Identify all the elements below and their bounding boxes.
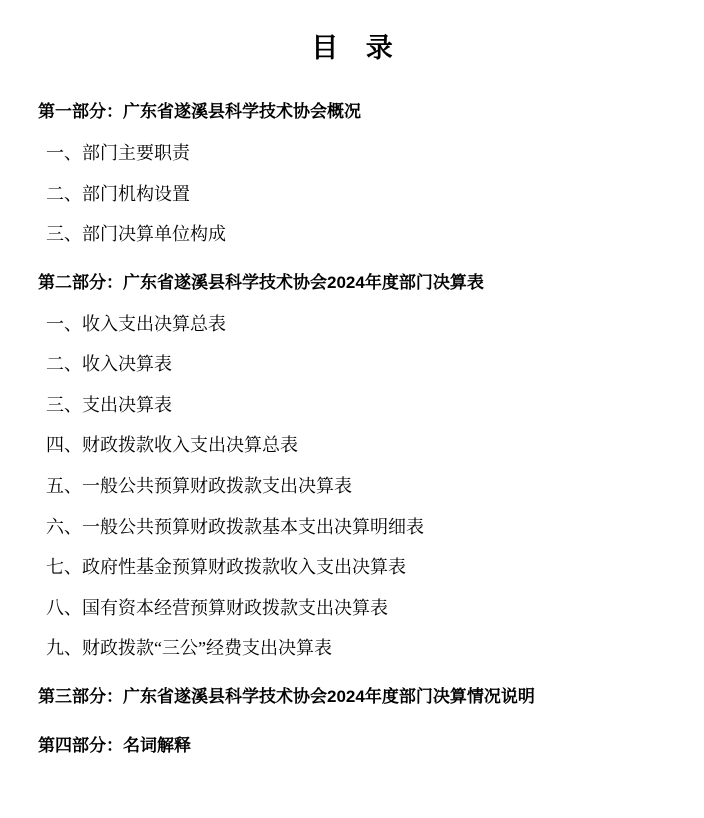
- toc-part-4[interactable]: 第四部分：名词解释: [38, 735, 191, 755]
- table-of-contents: [0, 101, 704, 758]
- toc-item-1-3[interactable]: 三、部门决算单位构成: [46, 224, 226, 245]
- toc-part-3[interactable]: 第三部分：广东省遂溪县科学技术协会2024年度部门决算情况说明: [38, 687, 535, 706]
- toc-item-2-6[interactable]: 六、一般公共预算财政拨款基本支出决算明细表: [46, 516, 424, 537]
- toc-item-2-8[interactable]: 八、国有资本经营预算财政拨款支出决算表: [46, 597, 388, 618]
- toc-item-2-2[interactable]: 二、收入决算表: [46, 354, 172, 375]
- toc-item-2-3[interactable]: 三、支出决算表: [46, 394, 172, 415]
- toc-item-2-4[interactable]: 四、财政拨款收入支出决算总表: [46, 435, 298, 456]
- toc-item-2-9[interactable]: 九、财政拨款“三公”经费支出决算表: [46, 638, 332, 659]
- toc-item-2-1[interactable]: 一、收入支出决算总表: [46, 313, 226, 334]
- toc-item-2-5[interactable]: 五、一般公共预算财政拨款支出决算表: [46, 476, 352, 497]
- page-title: 目 录: [311, 33, 403, 63]
- toc-part-2[interactable]: 第二部分：广东省遂溪县科学技术协会2024年度部门决算表: [38, 272, 484, 292]
- toc-item-1-1[interactable]: 一、部门主要职责: [46, 142, 190, 163]
- toc-item-2-7[interactable]: 七、政府性基金预算财政拨款收入支出决算表: [46, 557, 406, 578]
- toc-item-1-2[interactable]: 二、部门机构设置: [46, 183, 190, 204]
- toc-part-1[interactable]: 第一部分：广东省遂溪县科学技术协会概况: [38, 102, 361, 121]
